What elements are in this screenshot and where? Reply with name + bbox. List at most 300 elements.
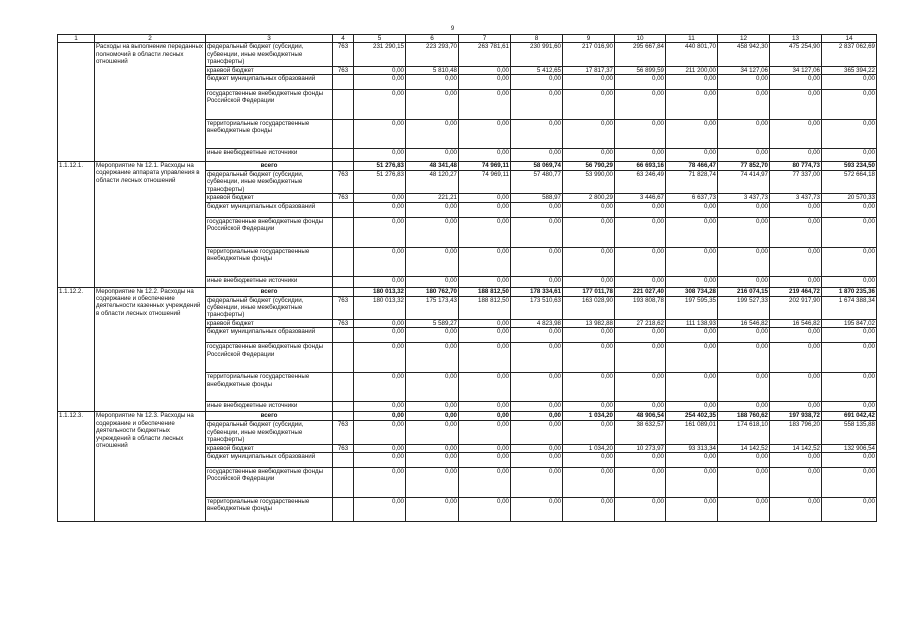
amount-cell: 77 852,70 — [718, 162, 770, 171]
amount-cell: 2 800,29 — [563, 194, 615, 202]
grbs-code — [333, 202, 354, 217]
grbs-code: 763 — [333, 171, 354, 194]
amount-cell: 0,00 — [354, 202, 406, 217]
amount-cell: 0,00 — [406, 452, 459, 467]
table-row — [58, 162, 877, 171]
amount-cell: 48 120,27 — [406, 171, 459, 194]
amount-cell: 458 942,30 — [718, 43, 770, 66]
amount-cell: 0,00 — [511, 343, 563, 373]
amount-cell: 0,00 — [822, 452, 877, 467]
amount-cell: 0,00 — [511, 421, 563, 444]
amount-cell: 16 546,82 — [770, 319, 822, 327]
amount-cell: 0,00 — [511, 120, 563, 149]
amount-cell: 0,00 — [511, 412, 563, 421]
column-number-10: 10 — [615, 35, 666, 43]
amount-cell: 174 618,10 — [718, 421, 770, 444]
amount-cell: 0,00 — [666, 467, 718, 497]
amount-cell: 0,00 — [718, 343, 770, 373]
amount-cell: 34 127,06 — [718, 66, 770, 74]
amount-cell: 5 412,65 — [511, 66, 563, 74]
amount-cell: 56 899,59 — [615, 66, 666, 74]
amount-cell: 38 632,57 — [615, 421, 666, 444]
budget-table-sheet — [57, 34, 877, 522]
amount-cell: 219 464,72 — [770, 287, 822, 296]
amount-cell: 0,00 — [459, 90, 511, 120]
funding-source: государственные внебюджетные фонды Российской Федерации — [206, 217, 333, 247]
funding-source: федеральный бюджет (субсидии, субвенции, иные межбюджетные трансферты) — [206, 43, 333, 66]
amount-cell: 0,00 — [406, 276, 459, 287]
amount-cell: 0,00 — [511, 202, 563, 217]
amount-cell: 111 138,93 — [666, 319, 718, 327]
amount-cell: 0,00 — [666, 373, 718, 402]
amount-cell: 0,00 — [718, 75, 770, 90]
amount-cell: 0,00 — [511, 452, 563, 467]
table-row — [58, 287, 877, 296]
amount-cell: 0,00 — [459, 66, 511, 74]
row-code: 1.1.12.3. — [58, 412, 95, 522]
table-row — [58, 412, 877, 421]
amount-cell: 0,00 — [718, 467, 770, 497]
amount-cell: 0,00 — [563, 202, 615, 217]
funding-source: государственные внебюджетные фонды Российской Федерации — [206, 90, 333, 120]
row-code — [58, 43, 95, 162]
amount-cell: 74 969,11 — [459, 171, 511, 194]
funding-source: иные внебюджетные источники — [206, 402, 333, 412]
amount-cell: 0,00 — [406, 343, 459, 373]
amount-cell: 216 074,15 — [718, 287, 770, 296]
amount-cell: 0,00 — [406, 402, 459, 412]
amount-cell: 0,00 — [770, 120, 822, 149]
funding-source: территориальные государственные внебюджетные фонды — [206, 373, 333, 402]
amount-cell: 0,00 — [354, 276, 406, 287]
amount-cell: 0,00 — [563, 467, 615, 497]
table-body — [58, 35, 877, 522]
amount-cell: 0,00 — [770, 402, 822, 412]
amount-cell: 0,00 — [511, 467, 563, 497]
amount-cell: 0,00 — [511, 276, 563, 287]
amount-cell: 0,00 — [718, 276, 770, 287]
grbs-code: 763 — [333, 296, 354, 319]
amount-cell: 0,00 — [459, 194, 511, 202]
amount-cell: 0,00 — [406, 444, 459, 452]
funding-source: федеральный бюджет (субсидии, субвенции, иные межбюджетные трансферты) — [206, 171, 333, 194]
amount-cell: 0,00 — [718, 402, 770, 412]
amount-cell: 0,00 — [563, 120, 615, 149]
amount-cell: 13 982,88 — [563, 319, 615, 327]
column-number-12: 12 — [718, 35, 770, 43]
amount-cell: 14 142,52 — [770, 444, 822, 452]
amount-cell: 0,00 — [718, 149, 770, 162]
funding-source: краевой бюджет — [206, 319, 333, 327]
amount-cell: 211 200,00 — [666, 66, 718, 74]
amount-cell: 0,00 — [406, 149, 459, 162]
amount-cell: 197 595,35 — [666, 296, 718, 319]
amount-cell: 0,00 — [354, 373, 406, 402]
amount-cell: 78 466,47 — [666, 162, 718, 171]
amount-cell: 48 906,54 — [615, 412, 666, 421]
amount-cell: 188 760,62 — [718, 412, 770, 421]
amount-cell: 0,00 — [615, 276, 666, 287]
amount-cell: 231 290,15 — [354, 43, 406, 66]
grbs-code — [333, 412, 354, 421]
grbs-code — [333, 217, 354, 247]
amount-cell: 221,21 — [406, 194, 459, 202]
amount-cell: 0,00 — [406, 120, 459, 149]
amount-cell: 0,00 — [511, 90, 563, 120]
amount-cell: 17 817,37 — [563, 66, 615, 74]
amount-cell: 0,00 — [615, 149, 666, 162]
column-number-6: 6 — [406, 35, 459, 43]
amount-cell: 199 527,33 — [718, 296, 770, 319]
funding-source: краевой бюджет — [206, 444, 333, 452]
amount-cell: 0,00 — [406, 202, 459, 217]
amount-cell: 74 414,97 — [718, 171, 770, 194]
amount-cell: 180 762,70 — [406, 287, 459, 296]
amount-cell: 0,00 — [511, 217, 563, 247]
amount-cell: 0,00 — [354, 497, 406, 521]
amount-cell: 223 293,70 — [406, 43, 459, 66]
amount-cell: 0,00 — [718, 90, 770, 120]
amount-cell: 230 991,60 — [511, 43, 563, 66]
amount-cell: 175 173,43 — [406, 296, 459, 319]
amount-cell: 0,00 — [354, 120, 406, 149]
amount-cell: 0,00 — [666, 452, 718, 467]
amount-cell: 221 027,40 — [615, 287, 666, 296]
amount-cell: 0,00 — [406, 90, 459, 120]
amount-cell: 0,00 — [822, 202, 877, 217]
amount-cell: 0,00 — [354, 452, 406, 467]
amount-cell: 0,00 — [615, 90, 666, 120]
amount-cell: 195 847,02 — [822, 319, 877, 327]
amount-cell: 0,00 — [770, 75, 822, 90]
amount-cell: 180 013,32 — [354, 287, 406, 296]
amount-cell: 27 218,62 — [615, 319, 666, 327]
amount-cell: 440 801,70 — [666, 43, 718, 66]
amount-cell: 0,00 — [459, 444, 511, 452]
amount-cell: 183 796,20 — [770, 421, 822, 444]
column-number-13: 13 — [770, 35, 822, 43]
amount-cell: 0,00 — [563, 497, 615, 521]
column-number-7: 7 — [459, 35, 511, 43]
amount-cell: 0,00 — [354, 90, 406, 120]
amount-cell: 0,00 — [615, 120, 666, 149]
funding-source: территориальные государственные внебюджетные фонды — [206, 247, 333, 276]
amount-cell: 0,00 — [666, 402, 718, 412]
grbs-code — [333, 343, 354, 373]
amount-cell: 193 808,78 — [615, 296, 666, 319]
grbs-code: 763 — [333, 421, 354, 444]
amount-cell: 177 011,78 — [563, 287, 615, 296]
amount-cell: 80 774,73 — [770, 162, 822, 171]
amount-cell: 0,00 — [459, 402, 511, 412]
page-number: 9 — [450, 26, 455, 32]
amount-cell: 16 546,82 — [718, 319, 770, 327]
amount-cell: 0,00 — [770, 149, 822, 162]
amount-cell: 0,00 — [718, 217, 770, 247]
amount-cell: 0,00 — [354, 194, 406, 202]
amount-cell: 0,00 — [511, 328, 563, 343]
amount-cell: 0,00 — [615, 467, 666, 497]
grbs-code — [333, 149, 354, 162]
amount-cell: 0,00 — [666, 497, 718, 521]
amount-cell: 0,00 — [770, 467, 822, 497]
amount-cell: 0,00 — [770, 90, 822, 120]
budget-table — [57, 34, 877, 522]
amount-cell: 0,00 — [666, 75, 718, 90]
funding-source: краевой бюджет — [206, 194, 333, 202]
amount-cell: 5 589,27 — [406, 319, 459, 327]
amount-cell: 308 734,28 — [666, 287, 718, 296]
amount-cell: 0,00 — [354, 149, 406, 162]
funding-source: федеральный бюджет (субсидии, субвенции, иные межбюджетные трансферты) — [206, 296, 333, 319]
amount-cell: 0,00 — [822, 149, 877, 162]
amount-cell: 0,00 — [666, 276, 718, 287]
amount-cell: 0,00 — [406, 373, 459, 402]
amount-cell: 0,00 — [459, 343, 511, 373]
amount-cell: 475 254,90 — [770, 43, 822, 66]
amount-cell: 0,00 — [718, 328, 770, 343]
amount-cell: 0,00 — [822, 247, 877, 276]
amount-cell: 558 135,88 — [822, 421, 877, 444]
amount-cell: 0,00 — [563, 217, 615, 247]
amount-cell: 71 828,74 — [666, 171, 718, 194]
column-number-3: 3 — [206, 35, 333, 43]
amount-cell: 0,00 — [666, 217, 718, 247]
amount-cell: 1 870 235,36 — [822, 287, 877, 296]
amount-cell: 0,00 — [354, 412, 406, 421]
amount-cell: 0,00 — [563, 452, 615, 467]
grbs-code: 763 — [333, 319, 354, 327]
amount-cell: 163 028,90 — [563, 296, 615, 319]
amount-cell: 0,00 — [615, 217, 666, 247]
measure-name: Мероприятие № 12.1. Расходы на содержание аппарата управления в области лесных отношений — [95, 162, 206, 288]
amount-cell: 0,00 — [615, 373, 666, 402]
amount-cell: 51 276,83 — [354, 162, 406, 171]
amount-cell: 593 234,50 — [822, 162, 877, 171]
amount-cell: 5 810,48 — [406, 66, 459, 74]
amount-cell: 0,00 — [770, 452, 822, 467]
amount-cell: 180 013,32 — [354, 296, 406, 319]
amount-cell: 0,00 — [406, 467, 459, 497]
amount-cell: 161 089,01 — [666, 421, 718, 444]
amount-cell: 0,00 — [666, 90, 718, 120]
row-code: 1.1.12.1. — [58, 162, 95, 288]
amount-cell: 178 334,61 — [511, 287, 563, 296]
funding-source: бюджет муниципальных образований — [206, 328, 333, 343]
amount-cell: 0,00 — [511, 75, 563, 90]
funding-source: всего — [206, 287, 333, 296]
amount-cell: 263 781,61 — [459, 43, 511, 66]
amount-cell: 0,00 — [459, 319, 511, 327]
amount-cell: 0,00 — [770, 343, 822, 373]
amount-cell: 0,00 — [615, 402, 666, 412]
amount-cell: 0,00 — [354, 319, 406, 327]
column-number-5: 5 — [354, 35, 406, 43]
column-number-9: 9 — [563, 35, 615, 43]
grbs-code: 763 — [333, 444, 354, 452]
amount-cell: 0,00 — [406, 328, 459, 343]
amount-cell: 0,00 — [718, 202, 770, 217]
amount-cell: 77 337,00 — [770, 171, 822, 194]
grbs-code — [333, 287, 354, 296]
amount-cell: 0,00 — [718, 497, 770, 521]
amount-cell: 0,00 — [511, 247, 563, 276]
amount-cell: 0,00 — [406, 75, 459, 90]
grbs-code — [333, 402, 354, 412]
amount-cell: 0,00 — [563, 247, 615, 276]
measure-name: Мероприятие № 12.3. Расходы на содержание и обеспечение деятельности бюджетных учреждений в области лесных отношений — [95, 412, 206, 522]
amount-cell: 0,00 — [354, 328, 406, 343]
amount-cell: 0,00 — [770, 202, 822, 217]
amount-cell: 51 276,83 — [354, 171, 406, 194]
amount-cell: 0,00 — [770, 373, 822, 402]
amount-cell: 0,00 — [459, 120, 511, 149]
amount-cell: 0,00 — [666, 343, 718, 373]
grbs-code: 763 — [333, 43, 354, 66]
funding-source: краевой бюджет — [206, 66, 333, 74]
amount-cell: 0,00 — [511, 444, 563, 452]
amount-cell: 0,00 — [666, 202, 718, 217]
amount-cell: 0,00 — [459, 247, 511, 276]
amount-cell: 0,00 — [459, 497, 511, 521]
amount-cell: 1 034,20 — [563, 412, 615, 421]
funding-source: государственные внебюджетные фонды Российской Федерации — [206, 467, 333, 497]
amount-cell: 0,00 — [615, 75, 666, 90]
amount-cell: 0,00 — [459, 452, 511, 467]
amount-cell: 0,00 — [459, 276, 511, 287]
funding-source: иные внебюджетные источники — [206, 276, 333, 287]
amount-cell: 0,00 — [822, 328, 877, 343]
amount-cell: 0,00 — [718, 120, 770, 149]
amount-cell: 3 437,73 — [770, 194, 822, 202]
amount-cell: 0,00 — [354, 247, 406, 276]
amount-cell: 0,00 — [822, 90, 877, 120]
amount-cell: 34 127,06 — [770, 66, 822, 74]
amount-cell: 588,97 — [511, 194, 563, 202]
amount-cell: 0,00 — [563, 90, 615, 120]
amount-cell: 132 906,54 — [822, 444, 877, 452]
funding-source: федеральный бюджет (субсидии, субвенции, иные межбюджетные трансферты) — [206, 421, 333, 444]
measure-name: Мероприятие № 12.2. Расходы на содержание и обеспечение деятельности казенных учреждений в области лесных отношений — [95, 287, 206, 412]
amount-cell: 0,00 — [459, 421, 511, 444]
amount-cell: 0,00 — [563, 343, 615, 373]
amount-cell: 3 437,73 — [718, 194, 770, 202]
amount-cell: 0,00 — [822, 120, 877, 149]
amount-cell: 173 510,63 — [511, 296, 563, 319]
grbs-code — [333, 90, 354, 120]
amount-cell: 56 790,29 — [563, 162, 615, 171]
funding-source: бюджет муниципальных образований — [206, 202, 333, 217]
amount-cell: 365 394,22 — [822, 66, 877, 74]
amount-cell: 20 570,33 — [822, 194, 877, 202]
funding-source: всего — [206, 412, 333, 421]
amount-cell: 0,00 — [406, 497, 459, 521]
amount-cell: 0,00 — [459, 217, 511, 247]
amount-cell: 63 246,49 — [615, 171, 666, 194]
grbs-code — [333, 162, 354, 171]
amount-cell: 0,00 — [770, 276, 822, 287]
amount-cell: 0,00 — [511, 373, 563, 402]
amount-cell: 0,00 — [459, 202, 511, 217]
amount-cell: 0,00 — [718, 373, 770, 402]
grbs-code — [333, 247, 354, 276]
funding-source: всего — [206, 162, 333, 171]
amount-cell: 0,00 — [615, 452, 666, 467]
amount-cell: 0,00 — [459, 149, 511, 162]
amount-cell: 0,00 — [770, 497, 822, 521]
amount-cell: 0,00 — [666, 120, 718, 149]
column-number-11: 11 — [666, 35, 718, 43]
amount-cell: 0,00 — [354, 421, 406, 444]
amount-cell: 0,00 — [459, 373, 511, 402]
amount-cell: 74 969,11 — [459, 162, 511, 171]
amount-cell: 3 446,67 — [615, 194, 666, 202]
grbs-code: 763 — [333, 66, 354, 74]
amount-cell: 2 837 062,69 — [822, 43, 877, 66]
funding-source: иные внебюджетные источники — [206, 149, 333, 162]
amount-cell: 188 812,50 — [459, 296, 511, 319]
grbs-code — [333, 75, 354, 90]
amount-cell: 0,00 — [511, 149, 563, 162]
amount-cell: 0,00 — [563, 75, 615, 90]
amount-cell: 93 313,34 — [666, 444, 718, 452]
funding-source: территориальные государственные внебюджетные фонды — [206, 120, 333, 149]
amount-cell: 0,00 — [459, 328, 511, 343]
grbs-code — [333, 467, 354, 497]
funding-source: государственные внебюджетные фонды Российской Федерации — [206, 343, 333, 373]
amount-cell: 217 016,90 — [563, 43, 615, 66]
grbs-code — [333, 452, 354, 467]
grbs-code — [333, 373, 354, 402]
amount-cell: 0,00 — [354, 66, 406, 74]
amount-cell: 0,00 — [354, 444, 406, 452]
amount-cell: 53 990,00 — [563, 171, 615, 194]
amount-cell: 202 917,90 — [770, 296, 822, 319]
amount-cell: 0,00 — [822, 497, 877, 521]
amount-cell: 0,00 — [563, 276, 615, 287]
column-number-14: 14 — [822, 35, 877, 43]
amount-cell: 0,00 — [770, 247, 822, 276]
amount-cell: 0,00 — [822, 402, 877, 412]
amount-cell: 0,00 — [406, 412, 459, 421]
amount-cell: 0,00 — [822, 467, 877, 497]
amount-cell: 0,00 — [406, 421, 459, 444]
amount-cell: 0,00 — [770, 328, 822, 343]
amount-cell: 0,00 — [459, 75, 511, 90]
amount-cell: 254 402,35 — [666, 412, 718, 421]
row-code: 1.1.12.2. — [58, 287, 95, 412]
grbs-code — [333, 328, 354, 343]
amount-cell: 1 674 388,34 — [822, 296, 877, 319]
amount-cell: 0,00 — [822, 373, 877, 402]
column-number-2: 2 — [95, 35, 206, 43]
amount-cell: 1 034,20 — [563, 444, 615, 452]
amount-cell: 197 938,72 — [770, 412, 822, 421]
amount-cell: 0,00 — [354, 343, 406, 373]
amount-cell: 0,00 — [406, 247, 459, 276]
amount-cell: 0,00 — [615, 497, 666, 521]
amount-cell: 188 812,50 — [459, 287, 511, 296]
grbs-code — [333, 120, 354, 149]
amount-cell: 0,00 — [459, 467, 511, 497]
amount-cell: 0,00 — [563, 149, 615, 162]
amount-cell: 691 042,42 — [822, 412, 877, 421]
amount-cell: 0,00 — [615, 328, 666, 343]
amount-cell: 0,00 — [822, 75, 877, 90]
amount-cell: 0,00 — [511, 402, 563, 412]
amount-cell: 0,00 — [718, 452, 770, 467]
amount-cell: 57 480,77 — [511, 171, 563, 194]
